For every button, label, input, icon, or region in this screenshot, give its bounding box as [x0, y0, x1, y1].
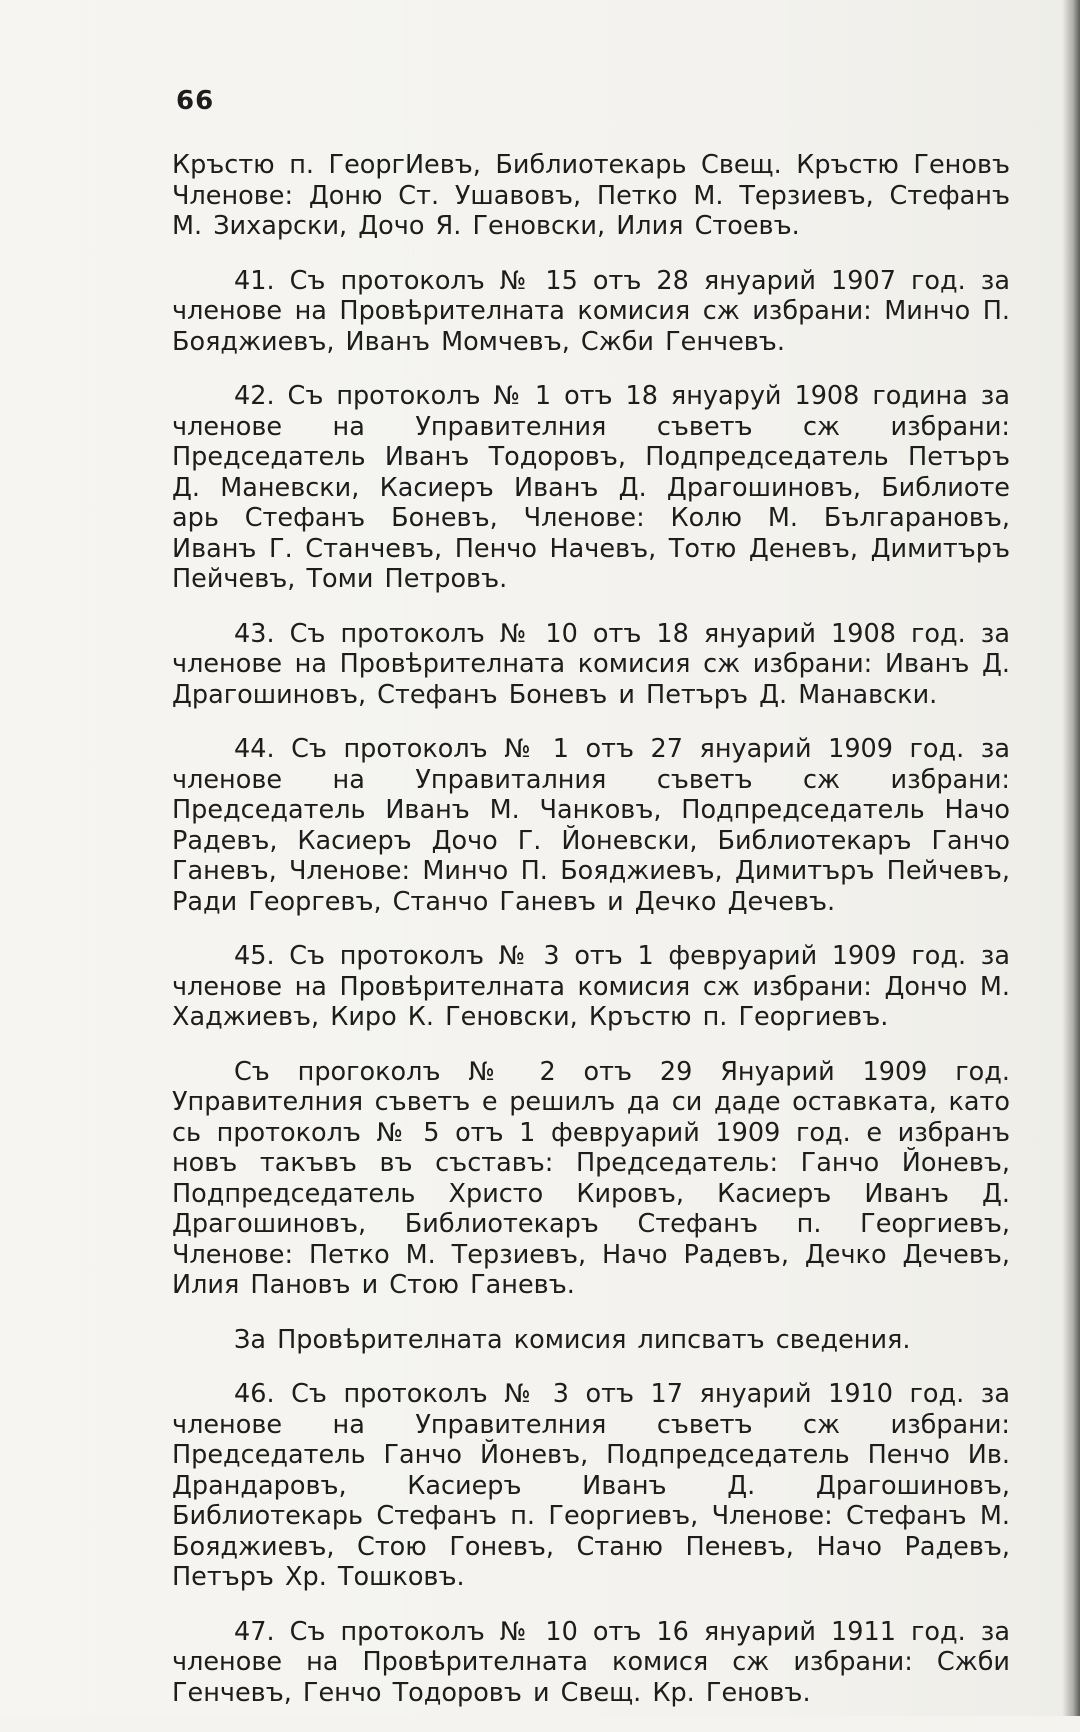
- paragraph-41: 41. Съ протоколъ № 15 отъ 28 януарий 1907 год. за членове на Провѣрителната комисия сж избрани: Минчо П. Бояджиевъ, Иванъ Момчевъ, Сжби Генчевъ.: [172, 265, 1010, 357]
- paragraph-47: 47. Съ протоколъ № 10 отъ 16 януарий 1911 год. за членове на Провѣрителната комися сж избрани: Сжби Генчевъ, Генчо Тодоровъ и Свещ. Кр. Геновъ.: [172, 1616, 1010, 1708]
- page-number: 66: [176, 86, 215, 116]
- book-spine-shadow: [1062, 0, 1080, 1716]
- paragraph-43: 43. Съ протоколъ № 10 отъ 18 януарий 1908 год. за членове на Провѣрителната комисия сж избрани: Иванъ Д. Драгошиновъ, Стефанъ Боневъ и Петъръ Д. Манавски.: [172, 618, 1010, 710]
- paragraph-no-info-note: За Провѣрителната комисия липсватъ сведения.: [234, 1324, 911, 1355]
- paragraph-46: 46. Съ протоколъ № 3 отъ 17 януарий 1910 год. за членове на Управителния съветъ сж избрани: Председатель Ганчо Йоневъ, Подпредседатель Пенчо Ив. Драндаровъ, Касиеръ Иванъ Д. Драгошиновъ, Библиотекарь Стефанъ п. Георгиевъ, Членове: Стефанъ М. Бояджиевъ, Стою Гоневъ, Станю Пеневъ, Начо Радевъ, Петъръ Хр. Тошковъ.: [172, 1379, 1010, 1592]
- paragraph-44: 44. Съ протоколъ № 1 отъ 27 януарий 1909 год. за членове на Управиталния съветъ сж избрани: Председатель Иванъ М. Чанковъ, Подпредседатель Начо Радевъ, Касиеръ Дочо Г. Йоневски, Библиотекаръ Ганчо Ганевъ, Членове: Минчо П. Бояджиевъ, Димитъръ Пейчевъ, Ради Георгевъ, Станчо Ганевъ и Дечко Дечевъ.: [172, 734, 1010, 917]
- page-body-text: [172, 150, 1010, 1732]
- paragraph-continuation: Кръстю п. ГеоргИевъ, Библиотекарь Свещ. Кръстю Геновъ Членове: Доню Ст. Ушавовъ, Петко М. Терзиевъ, Стефанъ М. Зихарски, Дочо Я. Геновски, Илия Стоевъ.: [172, 150, 1010, 241]
- paragraph-45: 45. Съ протоколъ № 3 отъ 1 февруарий 1909 год. за членове на Провѣрителната комисия сж избрани: Дончо М. Хаджиевъ, Киро К. Геновски, Кръстю п. Георгиевъ.: [172, 941, 1010, 1032]
- paragraph-42: 42. Съ протоколъ № 1 отъ 18 януаруй 1908 година за членове на Управителния съветъ сж избрани: Председатель Иванъ Тодоровъ, Подпредседатель Петъръ Д. Маневски, Касиеръ Иванъ Д. Драгошиновъ, Библиоте арь Стефанъ Боневъ, Членове: Колю М. Българановъ, Иванъ Г. Станчевъ, Пенчо Начевъ, Тотю Деневъ, Димитъръ Пейчевъ, Томи Петровъ.: [172, 381, 1010, 594]
- paragraph-protocol-2: Съ прогоколъ № 2 отъ 29 Януарий 1909 год. Управителния съветъ е решилъ да си даде оставката, като сь протоколъ № 5 отъ 1 февруарий 1909 год. е избранъ новъ такъвъ въ съставъ: Председатель: Ганчо Йоневъ, Подпредседатель Христо Кировъ, Касиеръ Иванъ Д. Драгошиновъ, Библиотекаръ Стефанъ п. Георгиевъ, Членове: Петко М. Терзиевъ, Начо Радевъ, Дечко Дечевъ, Илия Пановъ и Стою Ганевъ.: [172, 1056, 1010, 1300]
